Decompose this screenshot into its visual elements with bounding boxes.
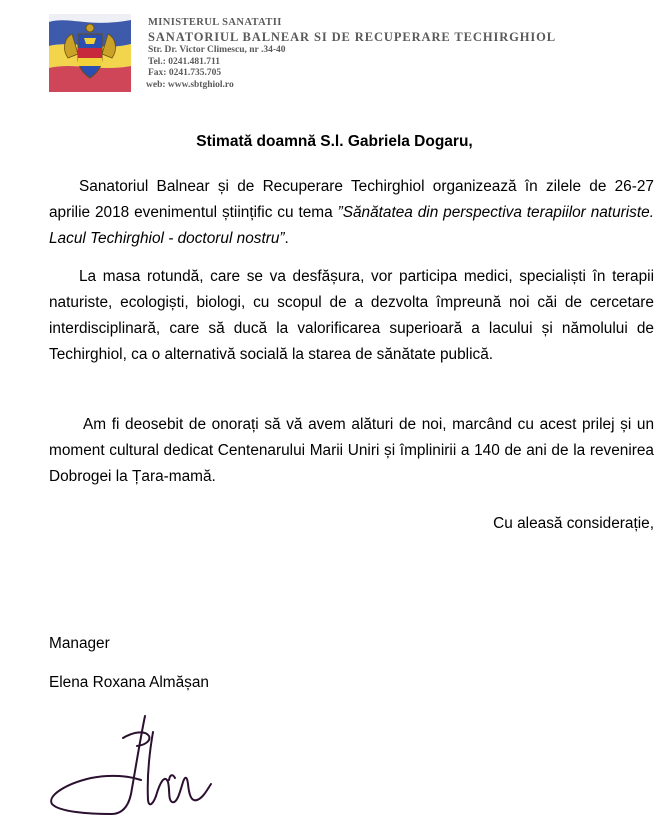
handwritten-signature [49,710,224,822]
institution-name: SANATORIUL BALNEAR SI DE RECUPERARE TECHIRGHIOL [148,30,557,44]
institution-info [148,16,608,91]
institution-fax: Fax: 0241.735.705 [148,68,222,78]
salutation: Stimată doamnă S.l. Gabriela Dogaru, [196,133,473,150]
institution-phone: Tel.: 0241.481.711 [148,56,220,67]
paragraph-event-text: Sanatoriul Balnear și de Recuperare Techirghiol organizează în zilele de 26-27 aprilie 2018 evenimentul științific cu tema [49,178,654,221]
event-theme: ”Sănătatea din perspectiva terapiilor naturiste. Lacul Techirghiol - doctorul nostru” [49,204,654,247]
signatory-name: Elena Roxana Almășan [49,674,209,691]
paragraph-event [49,174,654,252]
ministry-name: MINISTERUL SANATATII [148,17,282,28]
letterhead [49,14,609,98]
institution-address: Str. Dr. Victor Climescu, nr .34-40 [148,45,286,55]
paragraph-event-end: . [284,230,289,247]
signatory-role: Manager [49,635,110,652]
institution-website: web: www.sbtghiol.ro [146,79,234,90]
paragraph-round-table: La masa rotundă, care se va desfășura, vor participa medici, specialiști în terapii naturiste, ecologiști, biologi, cu scopul de a dezvolta împreună noi căi de cercetare interdisciplinară, care să ducă la valorificarea superioară a lacului și nămolului de Techirghiol, ca o alternativă socială la starea de sănătate publică. [49,268,654,363]
closing-line: Cu aleasă considerație, [493,515,654,532]
coat-of-arms-logo [49,14,131,92]
paragraph-invitation: Am fi deosebit de onorați să vă avem alături de noi, marcând cu acest prilej și un moment cultural dedicat Centenarului Marii Uniri și împlinirii a 140 de ani de la revenirea Dobrogei la Țara-mamă. [49,416,654,485]
